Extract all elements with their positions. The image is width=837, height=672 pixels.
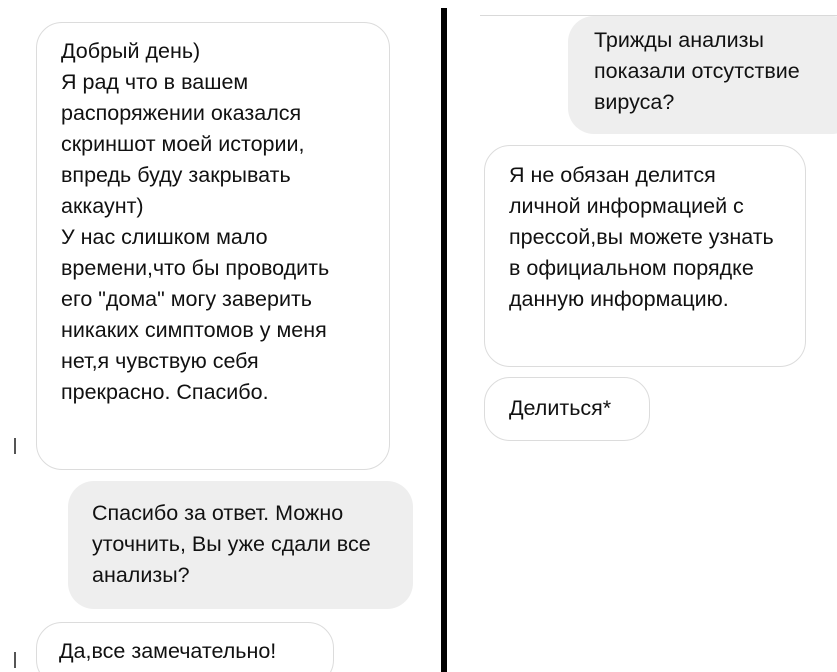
outgoing-message-question: Трижды анализы показали отсутствие вируса? xyxy=(568,16,837,134)
right-chat-panel xyxy=(450,0,837,672)
incoming-message-correction: Делиться* xyxy=(484,377,650,441)
edge-mark xyxy=(14,652,16,668)
incoming-message-long: Добрый день) Я рад что в вашем распоряжении оказался скриншот моей истории, впредь буду закрывать аккаунт) У нас слишком мало времени,что бы проводить его "дома" могу заверить никаких симптомов у меня нет,я чувствую себя прекрасно. Спасибо. xyxy=(36,22,390,470)
screenshot-divider xyxy=(441,8,447,672)
incoming-message-long: Я не обязан делится личной информацией с прессой,вы можете узнать в официальном порядке данную информацию. xyxy=(484,145,806,367)
incoming-message-short: Да,все замечательно! xyxy=(36,622,334,672)
edge-mark xyxy=(14,438,16,454)
outgoing-message-question: Спасибо за ответ. Можно уточнить, Вы уже сдали все анализы? xyxy=(68,481,413,609)
